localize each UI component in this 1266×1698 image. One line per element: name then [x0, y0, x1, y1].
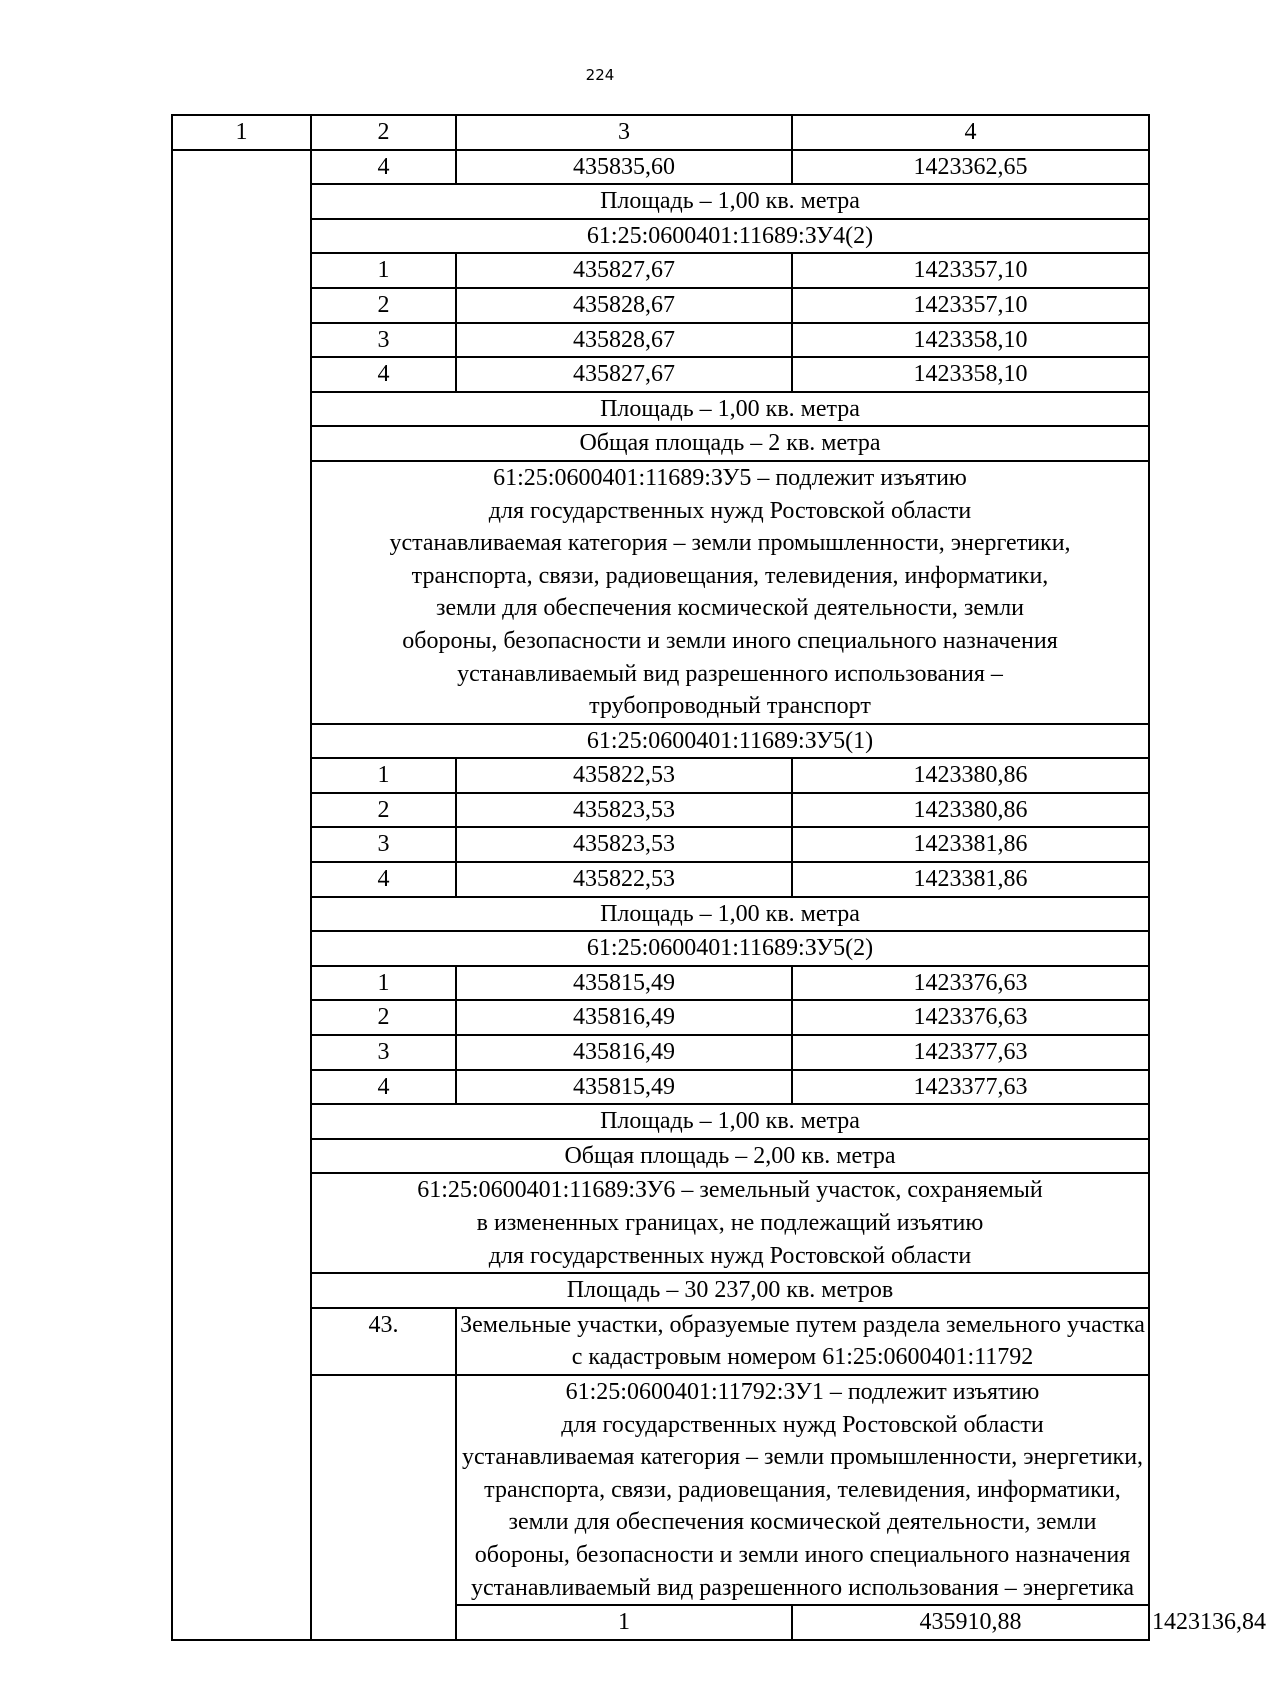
point-number: 1	[311, 758, 456, 793]
item-42-number-cell	[172, 150, 311, 1640]
coord-y: 1423377,63	[792, 1070, 1149, 1105]
table-row	[172, 862, 1149, 897]
coord-x: 435815,49	[456, 1070, 792, 1105]
coord-y: 1423380,86	[792, 793, 1149, 828]
coordinates-table	[171, 114, 1266, 1641]
coord-y: 1423376,63	[792, 1000, 1149, 1035]
point-number: 4	[311, 150, 456, 185]
table-row	[172, 150, 1149, 185]
parcel-description-zu6: 61:25:0600401:11689:ЗУ6 – земельный участок, сохраняемый в измененных границах, не подлежащий изъятию для государственных нужд Ростовской области	[311, 1173, 1149, 1273]
parcel-title-zu5-1: 61:25:0600401:11689:ЗУ5(1)	[311, 724, 1149, 759]
table-header-row	[172, 115, 1149, 150]
point-number: 1	[311, 966, 456, 1001]
point-number: 2	[311, 288, 456, 323]
area-line: Площадь – 1,00 кв. метра	[311, 184, 1149, 219]
parcel-title-zu5-2: 61:25:0600401:11689:ЗУ5(2)	[311, 931, 1149, 966]
coord-y: 1423358,10	[792, 323, 1149, 358]
coord-y: 1423357,10	[792, 253, 1149, 288]
total-area-line: Общая площадь – 2 кв. метра	[311, 426, 1149, 461]
parcel-title-zu4-2: 61:25:0600401:11689:ЗУ4(2)	[311, 219, 1149, 254]
point-number: 4	[311, 862, 456, 897]
parcel-description-zu1: 61:25:0600401:11792:ЗУ1 – подлежит изъятию для государственных нужд Ростовской области устанавливаемая категория – земли промышленности, энергетики, транспорта, связи, радиовещания, телевидения, информатики, земли для обеспечения космической деятельности, земли обороны, безопасности и земли иного специального назначения устанавливаемый вид разрешенного использования – энергетика	[456, 1375, 1149, 1605]
point-number: 1	[456, 1605, 792, 1640]
point-number: 1	[311, 253, 456, 288]
table-row	[172, 253, 1149, 288]
coord-x: 435835,60	[456, 150, 792, 185]
coord-x: 435828,67	[456, 323, 792, 358]
header-col-2: 2	[311, 115, 456, 150]
point-number: 3	[311, 827, 456, 862]
point-number: 3	[311, 1035, 456, 1070]
area-line: Площадь – 1,00 кв. метра	[311, 1104, 1149, 1139]
point-number: 4	[311, 357, 456, 392]
coord-y: 1423381,86	[792, 862, 1149, 897]
table-row	[172, 793, 1149, 828]
table-row	[172, 1070, 1149, 1105]
item-43-number-cell-continued	[311, 1375, 456, 1640]
coord-x: 435816,49	[456, 1035, 792, 1070]
coord-x: 435827,67	[456, 253, 792, 288]
page-number: 224	[585, 66, 615, 84]
parcel-description-zu5: 61:25:0600401:11689:ЗУ5 – подлежит изъятию для государственных нужд Ростовской области устанавливаемая категория – земли промышленности, энергетики, транспорта, связи, радиовещания, телевидения, информатики, земли для обеспечения космической деятельности, земли обороны, безопасности и земли иного специального назначения устанавливаемый вид разрешенного использования – трубопроводный транспорт	[311, 461, 1149, 724]
area-line: Площадь – 1,00 кв. метра	[311, 392, 1149, 427]
header-col-4: 4	[792, 115, 1149, 150]
coord-x: 435823,53	[456, 793, 792, 828]
coord-x: 435828,67	[456, 288, 792, 323]
coord-y: 1423377,63	[792, 1035, 1149, 1070]
table-row	[172, 323, 1149, 358]
table-row: 1 435910,88 1423136,84	[172, 1605, 1149, 1640]
coord-x: 435822,53	[456, 862, 792, 897]
coord-x: 435823,53	[456, 827, 792, 862]
point-number: 4	[311, 1070, 456, 1105]
table-row	[172, 966, 1149, 1001]
point-number: 2	[311, 1000, 456, 1035]
coord-x: 435815,49	[456, 966, 792, 1001]
table-row	[172, 288, 1149, 323]
table-row	[172, 1000, 1149, 1035]
parcel-area-zu6: Площадь – 30 237,00 кв. метров	[311, 1273, 1149, 1308]
coord-x: 435827,67	[456, 357, 792, 392]
table-row	[172, 357, 1149, 392]
coord-y: 1423357,10	[792, 288, 1149, 323]
coord-x: 435822,53	[456, 758, 792, 793]
header-col-3: 3	[456, 115, 792, 150]
table-row	[172, 1308, 1149, 1375]
coord-y: 1423381,86	[792, 827, 1149, 862]
coord-y: 1423380,86	[792, 758, 1149, 793]
coord-y: 1423376,63	[792, 966, 1149, 1001]
item-43-title: Земельные участки, образуемые путем раздела земельного участка с кадастровым номером 61:25:0600401:11792	[456, 1308, 1149, 1375]
point-number: 3	[311, 323, 456, 358]
coord-x: 435816,49	[456, 1000, 792, 1035]
point-number: 2	[311, 793, 456, 828]
item-number-43: 43.	[311, 1308, 456, 1375]
area-line: Площадь – 1,00 кв. метра	[311, 897, 1149, 932]
table-row	[172, 1035, 1149, 1070]
coord-y: 1423358,10	[792, 357, 1149, 392]
total-area-line: Общая площадь – 2,00 кв. метра	[311, 1139, 1149, 1174]
coord-y: 1423362,65	[792, 150, 1149, 185]
table-row	[172, 827, 1149, 862]
table-row	[172, 758, 1149, 793]
header-col-1: 1	[172, 115, 311, 150]
coord-x: 435910,88	[792, 1605, 1149, 1640]
